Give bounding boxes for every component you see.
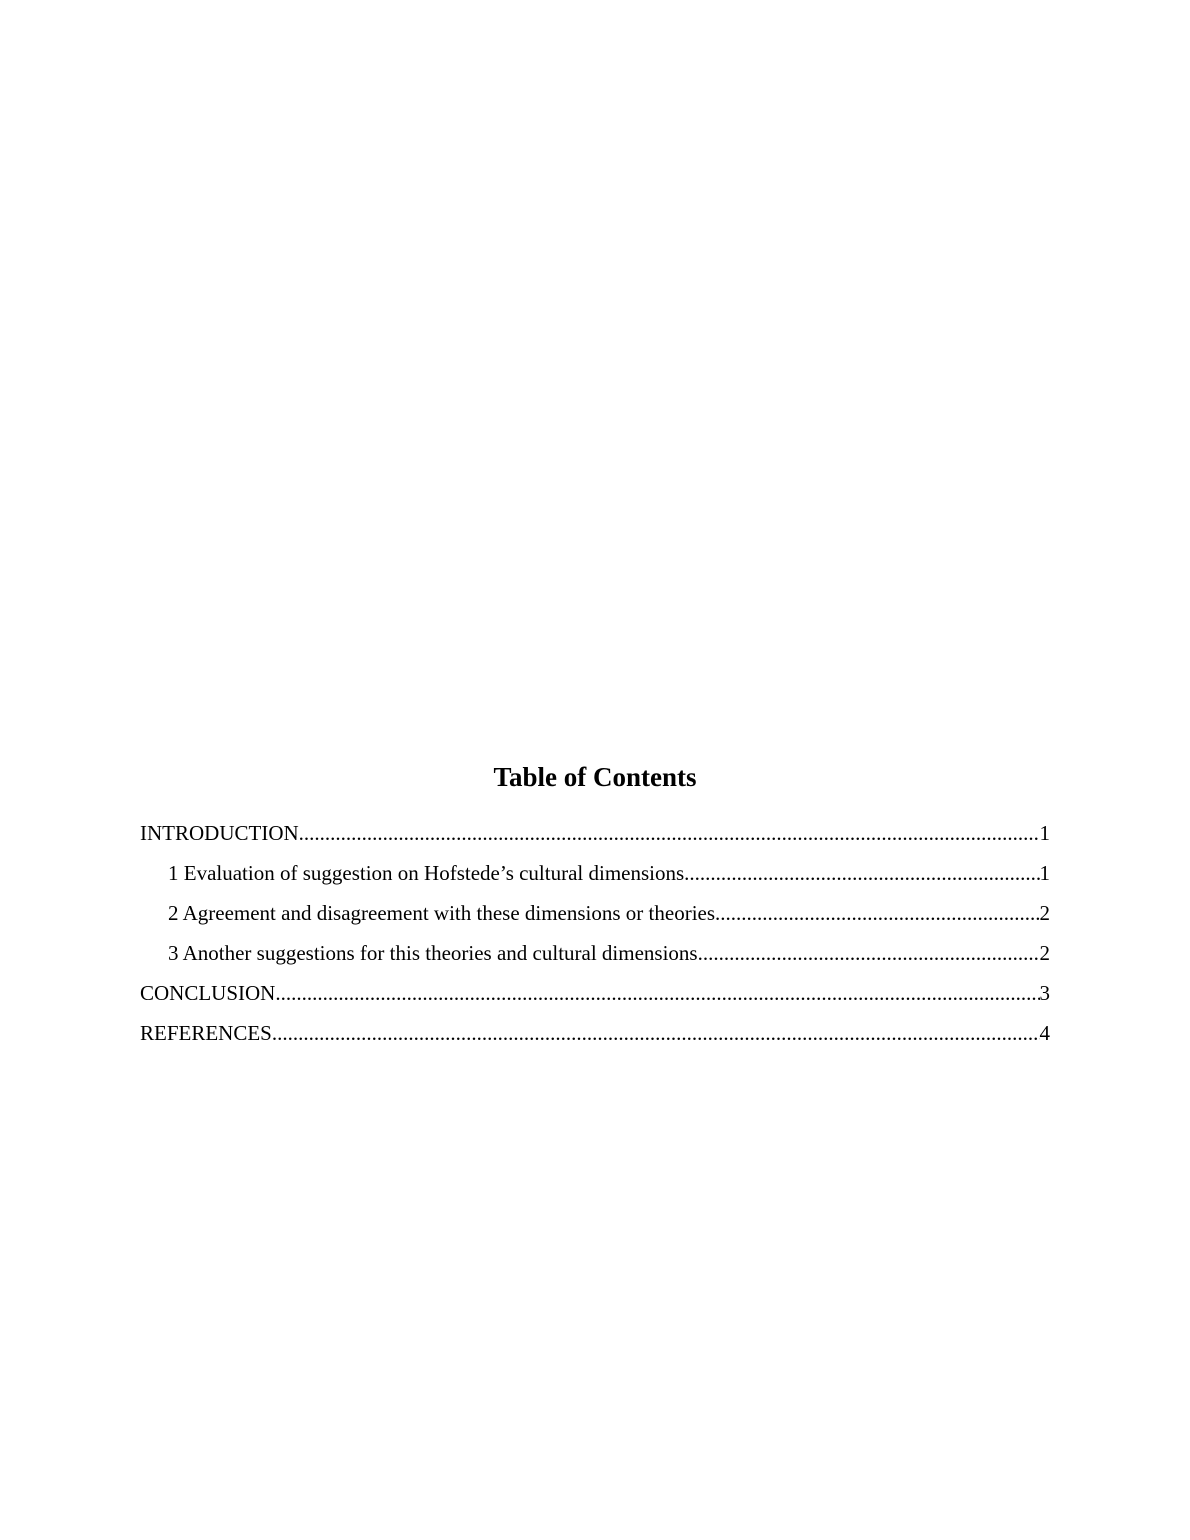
- toc-dot-leader: [272, 1018, 1040, 1048]
- toc-dot-leader: [299, 818, 1040, 848]
- toc-page-number: 2: [1039, 901, 1050, 925]
- toc-entry-label: 2 Agreement and disagreement with these dimensions or theories: [168, 901, 716, 925]
- toc-dot-leader: [698, 938, 1040, 968]
- toc-entry-section-3[interactable]: [140, 938, 1050, 978]
- toc-page-number: 2: [1039, 941, 1050, 965]
- toc-dot-leader: [715, 898, 1039, 928]
- toc-dot-leader: [684, 858, 1039, 888]
- toc-entry-section-2[interactable]: [140, 898, 1050, 938]
- toc-page-number: 4: [1039, 1021, 1050, 1045]
- toc-title: Table of Contents: [493, 762, 697, 792]
- toc-entry-label: REFERENCES: [140, 1021, 272, 1045]
- toc-dot-leader: [275, 978, 1039, 1008]
- toc-entry-section-1[interactable]: [140, 858, 1050, 898]
- toc-entry-label: 1 Evaluation of suggestion on Hofstede’s cultural dimensions: [168, 861, 685, 885]
- toc-entry-label: 3 Another suggestions for this theories and cultural dimensions: [168, 941, 698, 965]
- toc-page-number: 3: [1039, 981, 1050, 1005]
- toc-entry-introduction[interactable]: [140, 818, 1050, 858]
- toc-page-number: 1: [1039, 821, 1050, 845]
- toc-entry-conclusion[interactable]: [140, 978, 1050, 1018]
- toc-entry-references[interactable]: [140, 1018, 1050, 1058]
- toc-entry-label: INTRODUCTION: [140, 821, 299, 845]
- toc-entry-label: CONCLUSION: [140, 981, 276, 1005]
- table-of-contents: [140, 818, 1050, 1058]
- toc-page-number: 1: [1039, 861, 1050, 885]
